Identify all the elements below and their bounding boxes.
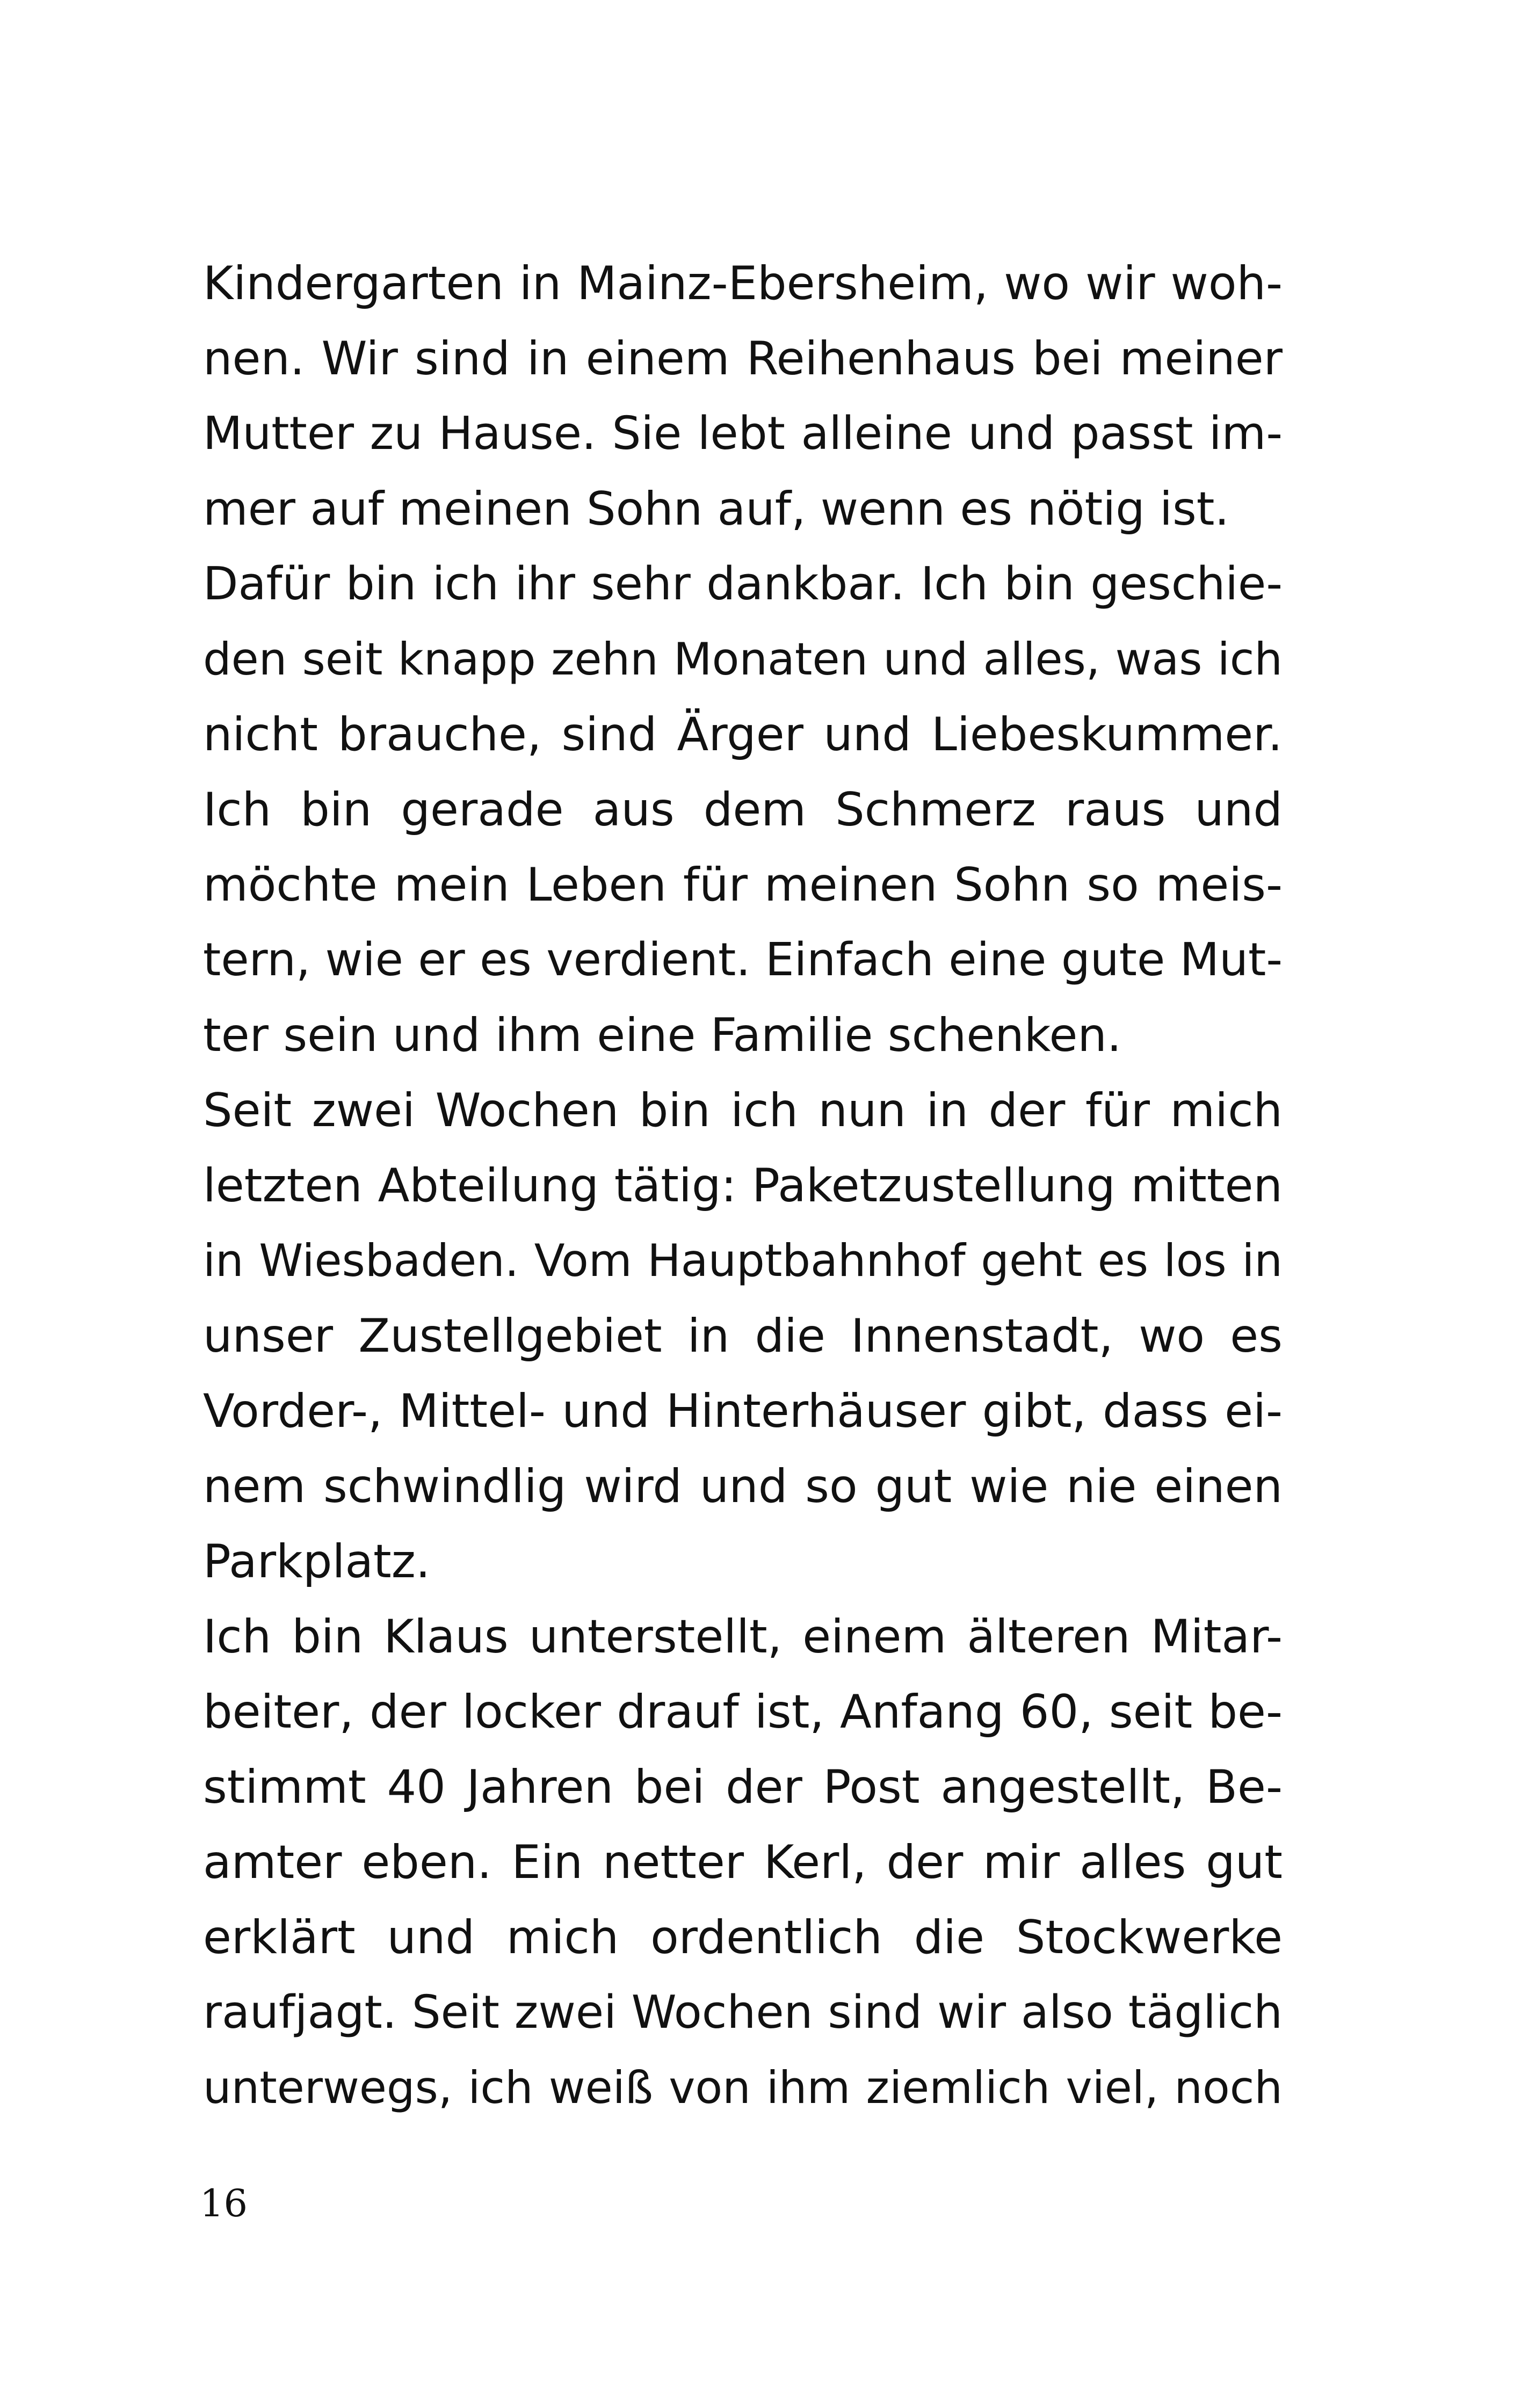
text-line: Parkplatz.: [203, 1535, 431, 1589]
text-line: in Wiesbaden. Vom Hauptbahnhof geht es los in: [203, 1235, 1283, 1287]
text-line: Dafür bin ich ihr sehr dankbar. Ich bin geschie-: [203, 557, 1283, 611]
text-line: unser Zustellgebiet in die Innenstadt, wo es: [203, 1309, 1283, 1363]
text-line: beiter, der locker drauf ist, Anfang 60, seit be-: [203, 1685, 1283, 1739]
text-line: amter eben. Ein netter Kerl, der mir alles gut: [203, 1836, 1283, 1889]
text-line: mer auf meinen Sohn auf, wenn es nötig ist.: [203, 482, 1229, 536]
text-line: Seit zwei Wochen bin ich nun in der für mich: [203, 1084, 1283, 1137]
text-line: tern, wie er es verdient. Einfach eine gute Mut-: [203, 933, 1283, 987]
text-line: raufjagt. Seit zwei Wochen sind wir also täglich: [203, 1986, 1283, 2039]
text-line: unterwegs, ich weiß von ihm ziemlich viel, noch: [203, 2062, 1283, 2114]
text-line: Ich bin gerade aus dem Schmerz raus und: [203, 783, 1283, 837]
text-line: erklärt und mich ordentlich die Stockwerke: [203, 1911, 1283, 1964]
text-line: möchte mein Leben für meinen Sohn so meis-: [203, 858, 1283, 912]
text-line: letzten Abteilung tätig: Paketzustellung mitten: [203, 1159, 1283, 1213]
text-line: nicht brauche, sind Ärger und Liebeskummer.: [203, 708, 1283, 761]
text-line: den seit knapp zehn Monaten und alles, was ich: [203, 633, 1283, 685]
text-line: ter sein und ihm eine Familie schenken.: [203, 1009, 1122, 1062]
text-line: Vorder-, Mittel- und Hinterhäuser gibt, dass ei-: [203, 1384, 1283, 1438]
text-line: stimmt 40 Jahren bei der Post angestellt, Be-: [203, 1760, 1283, 1814]
body-text: [203, 246, 1283, 2126]
page-number: 16: [200, 2181, 248, 2225]
text-line: Kindergarten in Mainz-Ebersheim, wo wir woh-: [203, 257, 1283, 310]
text-line: nen. Wir sind in einem Reihenhaus bei meiner: [203, 332, 1283, 386]
text-line: Ich bin Klaus unterstellt, einem älteren Mitar-: [203, 1610, 1283, 1664]
text-line: nem schwindlig wird und so gut wie nie einen: [203, 1460, 1283, 1513]
text-line: Mutter zu Hause. Sie lebt alleine und passt im-: [203, 407, 1283, 460]
